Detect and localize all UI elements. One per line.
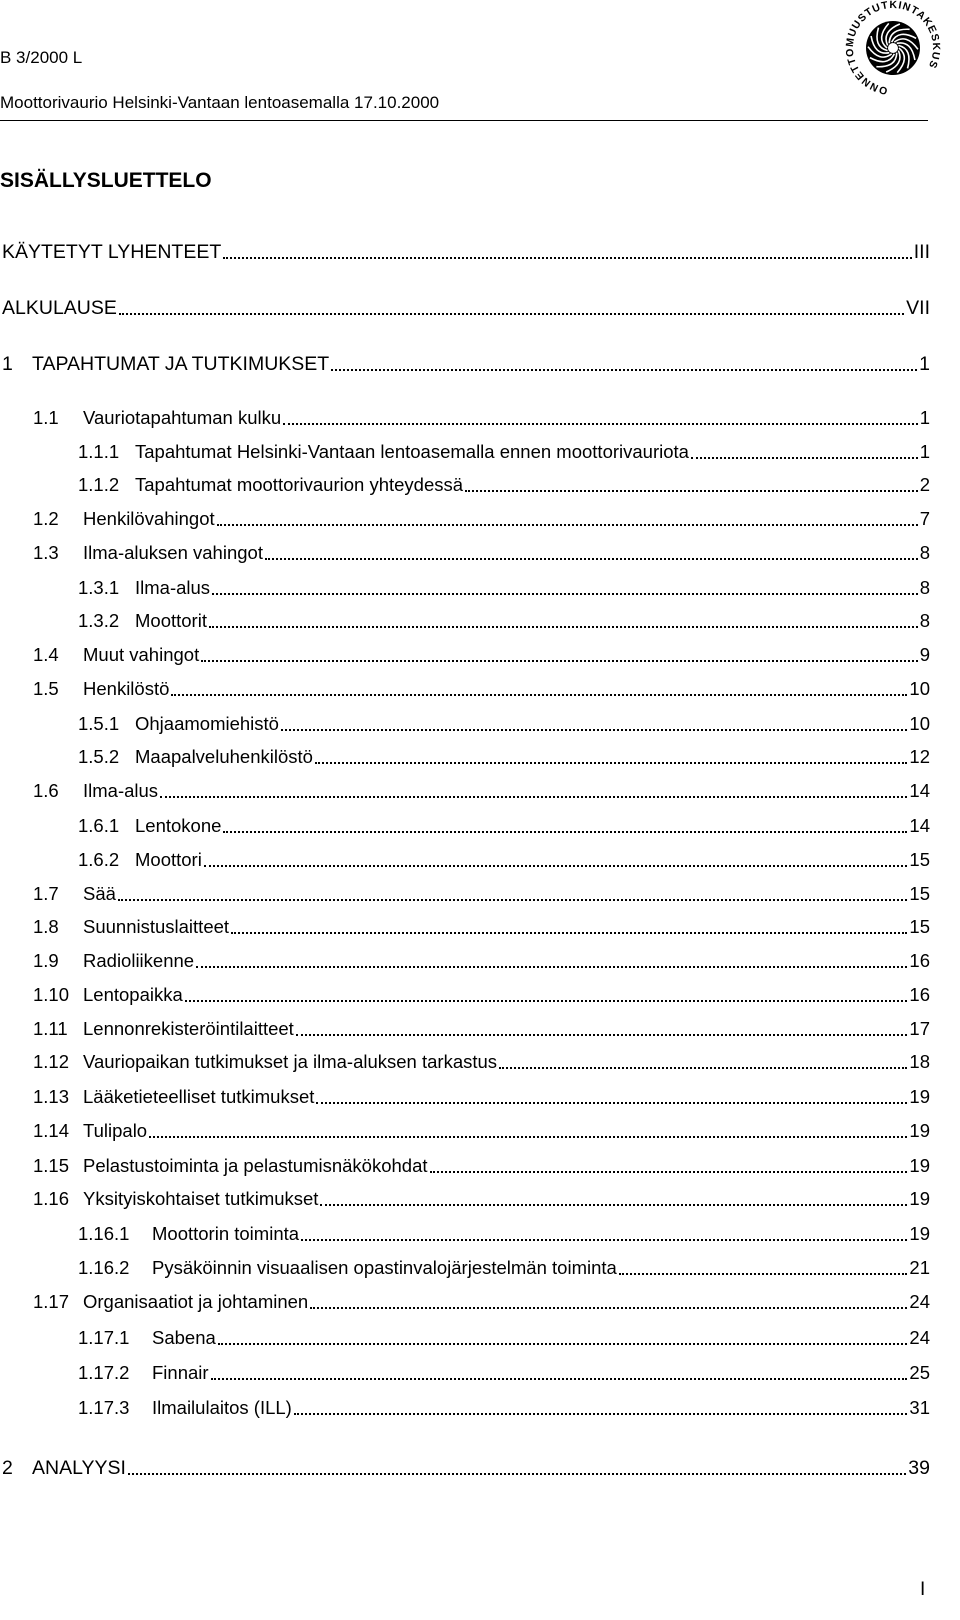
toc-entry-title: TAPAHTUMAT JA TUTKIMUKSET bbox=[32, 353, 330, 375]
toc-dot-leader bbox=[201, 642, 917, 662]
toc-entry-title: Tulipalo bbox=[83, 1120, 148, 1141]
toc-entry-page: 39 bbox=[908, 1457, 930, 1479]
toc-entry[interactable] bbox=[78, 712, 930, 736]
toc-entry[interactable] bbox=[33, 643, 930, 667]
toc-entry[interactable] bbox=[33, 1050, 930, 1074]
toc-entry-page: 25 bbox=[909, 1362, 930, 1383]
toc-entry-title: Lennonrekisteröintilaitteet bbox=[83, 1018, 294, 1039]
toc-dot-leader bbox=[499, 1049, 907, 1069]
toc-entry-number: 2 bbox=[2, 1457, 13, 1479]
toc-entry-number: 1.3.1 bbox=[78, 577, 120, 598]
toc-entry-title: ALKULAUSE bbox=[2, 297, 117, 319]
toc-entry-number: 1.11 bbox=[33, 1018, 68, 1039]
toc-entry-page: 24 bbox=[909, 1291, 930, 1312]
toc-entry[interactable] bbox=[33, 1154, 930, 1178]
toc-entry[interactable] bbox=[33, 915, 930, 939]
toc-heading: SISÄLLYSLUETTELO bbox=[0, 169, 212, 192]
toc-entry[interactable] bbox=[33, 1017, 930, 1041]
toc-entry-page: 17 bbox=[909, 1018, 930, 1039]
toc-entry[interactable] bbox=[78, 576, 930, 600]
toc-entry[interactable] bbox=[33, 779, 930, 803]
toc-entry-page: 15 bbox=[909, 916, 930, 937]
toc-dot-leader bbox=[218, 1325, 908, 1345]
toc-entry[interactable] bbox=[33, 1187, 930, 1211]
toc-entry-page: 18 bbox=[909, 1051, 930, 1072]
toc-entry-page: 15 bbox=[909, 883, 930, 904]
toc-entry[interactable] bbox=[33, 541, 930, 565]
toc-dot-leader bbox=[320, 1186, 907, 1206]
toc-entry-page: 7 bbox=[919, 508, 930, 529]
toc-dot-leader bbox=[310, 1289, 907, 1309]
toc-entry-page: 14 bbox=[909, 815, 930, 836]
toc-entry-number: 1.1 bbox=[33, 407, 59, 428]
toc-entry-title: Ilmailulaitos (ILL) bbox=[152, 1397, 292, 1418]
toc-entry-number: 1.17 bbox=[33, 1291, 70, 1312]
toc-dot-leader bbox=[223, 239, 911, 259]
toc-entry[interactable] bbox=[78, 473, 930, 497]
toc-entry-page: 10 bbox=[909, 678, 930, 699]
toc-dot-leader bbox=[465, 472, 918, 492]
toc-entry-page: 19 bbox=[909, 1155, 930, 1176]
toc-entry-title: KÄYTETYT LYHENTEET bbox=[2, 241, 222, 263]
toc-entry-page: 24 bbox=[909, 1327, 930, 1348]
toc-entry-title: Pysäköinnin visuaalisen opastinvalojärjestelmän toiminta bbox=[152, 1257, 617, 1278]
toc-dot-leader bbox=[217, 506, 918, 526]
toc-dot-leader bbox=[231, 914, 907, 934]
logo-ring-text: ONNETTOMUUSTUTKINTAKESKUS bbox=[843, 0, 943, 97]
toc-entry-number: 1.10 bbox=[33, 984, 70, 1005]
toc-entry-number: 1.16.1 bbox=[78, 1223, 130, 1244]
toc-entry-title: Maapalveluhenkilöstö bbox=[135, 746, 313, 767]
toc-entry-page: 19 bbox=[909, 1120, 930, 1141]
toc-dot-leader bbox=[283, 405, 918, 425]
toc-dot-leader bbox=[301, 1221, 907, 1241]
toc-dot-leader bbox=[196, 948, 907, 968]
toc-entry-page: 14 bbox=[909, 780, 930, 801]
toc-entry-number: 1.17.2 bbox=[78, 1362, 130, 1383]
header-divider bbox=[0, 120, 928, 121]
toc-entry-title: Tapahtumat Helsinki-Vantaan lentoasemalla ennen moottorivauriota bbox=[135, 441, 689, 462]
toc-dot-leader bbox=[281, 711, 907, 731]
toc-entry-title: Finnair bbox=[152, 1362, 209, 1383]
toc-dot-leader bbox=[691, 439, 918, 459]
toc-entry[interactable] bbox=[78, 1256, 930, 1280]
toc-entry[interactable] bbox=[78, 848, 930, 872]
toc-entry-title: Vauriotapahtuman kulku bbox=[83, 407, 282, 428]
toc-entry-title: Sabena bbox=[152, 1327, 216, 1348]
toc-entry-page: 16 bbox=[909, 984, 930, 1005]
toc-entry-number: 1.1.1 bbox=[78, 441, 120, 462]
toc-entry[interactable] bbox=[78, 1396, 930, 1420]
toc-entry-title: Ilma-aluksen vahingot bbox=[83, 542, 263, 563]
toc-entry[interactable] bbox=[78, 1326, 930, 1350]
toc-entry-page: 31 bbox=[909, 1397, 930, 1418]
toc-entry-number: 1.6 bbox=[33, 780, 59, 801]
toc-dot-leader bbox=[430, 1153, 908, 1173]
toc-entry-number: 1.5.2 bbox=[78, 746, 120, 767]
toc-dot-leader bbox=[128, 1455, 906, 1475]
toc-dot-leader bbox=[331, 351, 917, 371]
toc-entry[interactable] bbox=[33, 1085, 930, 1109]
toc-entry-title: Muut vahingot bbox=[83, 644, 200, 665]
toc-dot-leader bbox=[171, 676, 907, 696]
toc-entry-title: Ohjaamomiehistö bbox=[135, 713, 279, 734]
toc-entry-number: 1.17.1 bbox=[78, 1327, 130, 1348]
toc-entry-title: Lentopaikka bbox=[83, 984, 183, 1005]
toc-dot-leader bbox=[212, 575, 918, 595]
toc-dot-leader bbox=[209, 608, 918, 628]
toc-entry-number: 1.16.2 bbox=[78, 1257, 130, 1278]
toc-entry-number: 1 bbox=[2, 353, 13, 375]
toc-dot-leader bbox=[211, 1360, 908, 1380]
toc-dot-leader bbox=[265, 540, 918, 560]
toc-entry-title: Sää bbox=[83, 883, 116, 904]
toc-entry[interactable] bbox=[33, 1119, 930, 1143]
toc-entry[interactable] bbox=[33, 507, 930, 531]
toc-entry-number: 1.16 bbox=[33, 1188, 70, 1209]
toc-entry-page: 19 bbox=[909, 1086, 930, 1107]
toc-entry-number: 1.2 bbox=[33, 508, 59, 529]
toc-entry-page: 8 bbox=[919, 577, 930, 598]
toc-entry[interactable] bbox=[78, 745, 930, 769]
toc-entry-number: 1.17.3 bbox=[78, 1397, 130, 1418]
toc-dot-leader bbox=[223, 813, 907, 833]
toc-entry-title: Lääketieteelliset tutkimukset bbox=[83, 1086, 315, 1107]
toc-entry-title: Moottorin toiminta bbox=[152, 1223, 300, 1244]
toc-entry-title: Vauriopaikan tutkimukset ja ilma-aluksen tarkastus bbox=[83, 1051, 498, 1072]
toc-entry-title: Henkilöstö bbox=[83, 678, 170, 699]
toc-entry-number: 1.5.1 bbox=[78, 713, 120, 734]
toc-dot-leader bbox=[294, 1395, 908, 1415]
toc-dot-leader bbox=[204, 847, 908, 867]
toc-entry-number: 1.7 bbox=[33, 883, 59, 904]
toc-entry-page: 8 bbox=[919, 542, 930, 563]
toc-entry-number: 1.13 bbox=[33, 1086, 70, 1107]
toc-dot-leader bbox=[296, 1016, 908, 1036]
toc-dot-leader bbox=[160, 778, 907, 798]
toc-entry-title: Henkilövahingot bbox=[83, 508, 215, 529]
toc-entry[interactable] bbox=[78, 1361, 930, 1385]
toc-entry-number: 1.8 bbox=[33, 916, 59, 937]
toc-entry-number: 1.6.2 bbox=[78, 849, 120, 870]
toc-entry[interactable] bbox=[33, 406, 930, 430]
toc-entry-page: 12 bbox=[909, 746, 930, 767]
toc-entry[interactable] bbox=[78, 609, 930, 633]
toc-entry-page: 19 bbox=[909, 1188, 930, 1209]
toc-entry[interactable] bbox=[2, 240, 930, 264]
toc-entry-title: Ilma-alus bbox=[83, 780, 159, 801]
toc-dot-leader bbox=[619, 1255, 908, 1275]
toc-entry-page: 8 bbox=[919, 610, 930, 631]
toc-entry-title: Ilma-alus bbox=[135, 577, 211, 598]
toc-entry-title: ANALYYSI bbox=[32, 1457, 126, 1479]
toc-entry[interactable] bbox=[33, 882, 930, 906]
toc-entry-number: 1.14 bbox=[33, 1120, 70, 1141]
toc-dot-leader bbox=[315, 744, 908, 764]
toc-entry-title: Tapahtumat moottorivaurion yhteydessä bbox=[135, 474, 464, 495]
toc-entry-title: Pelastustoiminta ja pelastumisnäkökohdat bbox=[83, 1155, 428, 1176]
toc-entry-title: Radioliikenne bbox=[83, 950, 195, 971]
toc-entry-number: 1.5 bbox=[33, 678, 59, 699]
toc-entry-page: 1 bbox=[919, 407, 930, 428]
toc-entry[interactable] bbox=[33, 1290, 930, 1314]
toc-entry-number: 1.3 bbox=[33, 542, 59, 563]
accident-investigation-board-logo bbox=[828, 0, 958, 100]
toc-dot-leader bbox=[185, 982, 908, 1002]
toc-entry-page: 15 bbox=[909, 849, 930, 870]
toc-entry[interactable] bbox=[2, 296, 930, 320]
toc-entry-title: Lentokone bbox=[135, 815, 222, 836]
toc-dot-leader bbox=[316, 1084, 907, 1104]
toc-entry[interactable] bbox=[33, 677, 930, 701]
toc-entry-title: Organisaatiot ja johtaminen bbox=[83, 1291, 309, 1312]
toc-entry[interactable] bbox=[78, 814, 930, 838]
toc-entry[interactable] bbox=[33, 949, 930, 973]
toc-entry[interactable] bbox=[78, 440, 930, 464]
toc-entry-number: 1.12 bbox=[33, 1051, 70, 1072]
toc-dot-leader bbox=[118, 881, 908, 901]
toc-entry[interactable] bbox=[2, 352, 930, 376]
toc-entry-title: Yksityiskohtaiset tutkimukset bbox=[83, 1188, 319, 1209]
toc-entry-title: Moottori bbox=[135, 849, 202, 870]
toc-dot-leader bbox=[149, 1118, 907, 1138]
toc-entry-number: 1.1.2 bbox=[78, 474, 120, 495]
toc-entry-title: Suunnistuslaitteet bbox=[83, 916, 230, 937]
toc-entry-page: 1 bbox=[919, 353, 930, 375]
toc-entry-number: 1.6.1 bbox=[78, 815, 120, 836]
toc-dot-leader bbox=[119, 295, 904, 315]
toc-entry[interactable] bbox=[2, 1456, 930, 1480]
toc-entry-page: III bbox=[913, 241, 930, 263]
page-number: I bbox=[920, 1579, 926, 1600]
toc-entry[interactable] bbox=[78, 1222, 930, 1246]
toc-entry-page: 21 bbox=[909, 1257, 930, 1278]
toc-entry-page: 10 bbox=[909, 713, 930, 734]
toc-entry-page: 9 bbox=[919, 644, 930, 665]
toc-entry-page: 16 bbox=[909, 950, 930, 971]
toc-entry-page: 2 bbox=[919, 474, 930, 495]
report-code: B 3/2000 L bbox=[0, 48, 83, 67]
toc-entry-number: 1.4 bbox=[33, 644, 59, 665]
toc-entry-number: 1.9 bbox=[33, 950, 59, 971]
toc-entry-number: 1.3.2 bbox=[78, 610, 120, 631]
toc-entry-page: 19 bbox=[909, 1223, 930, 1244]
toc-entry-number: 1.15 bbox=[33, 1155, 70, 1176]
toc-entry[interactable] bbox=[33, 983, 930, 1007]
toc-entry-page: 1 bbox=[919, 441, 930, 462]
toc-entry-title: Moottorit bbox=[135, 610, 207, 631]
toc-entry-page: VII bbox=[906, 297, 930, 319]
report-title: Moottorivaurio Helsinki-Vantaan lentoasemalla 17.10.2000 bbox=[0, 93, 440, 112]
